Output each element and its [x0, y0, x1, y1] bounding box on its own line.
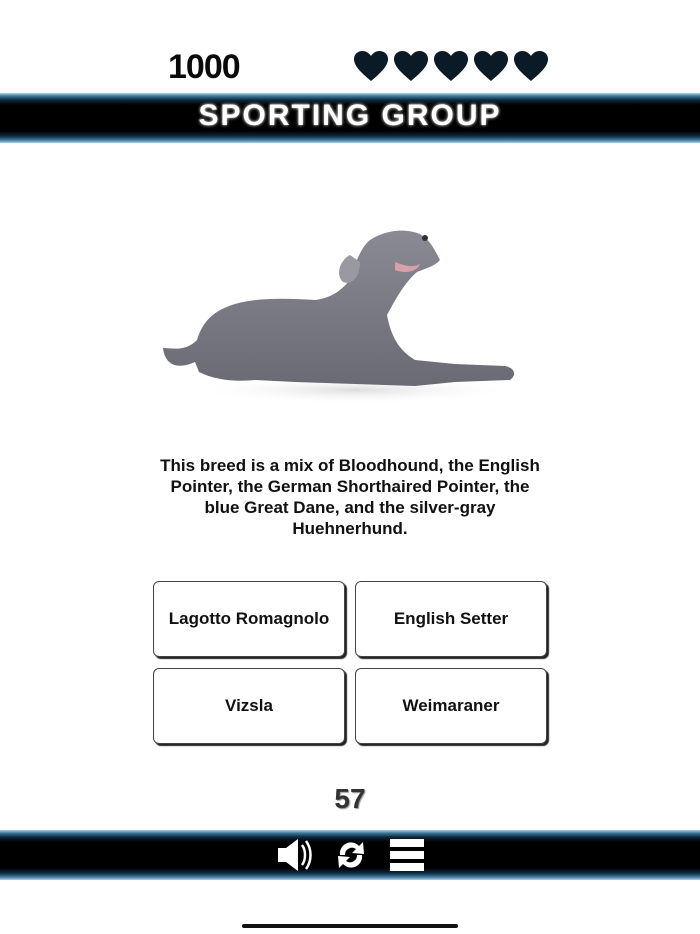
heart-icon: [353, 50, 389, 82]
heart-icon: [513, 50, 549, 82]
menu-button[interactable]: [387, 837, 427, 873]
home-indicator[interactable]: [242, 924, 458, 928]
refresh-icon: [331, 837, 371, 873]
restart-button[interactable]: [331, 837, 371, 873]
lives: [353, 50, 549, 82]
answer-button[interactable]: Vizsla: [153, 668, 345, 744]
answer-grid: [153, 581, 547, 744]
heart-icon: [393, 50, 429, 82]
category-title: SPORTING GROUP: [198, 99, 502, 132]
heart-icon: [433, 50, 469, 82]
breed-description: This breed is a mix of Bloodhound, the English Pointer, the German Shorthaired Pointer, the blue Great Dane, and the silver-gray Huehnerhund.: [160, 456, 540, 538]
dog-photo: [155, 220, 525, 420]
answer-button[interactable]: English Setter: [355, 581, 547, 657]
toolbar: [275, 837, 427, 873]
countdown-timer: 57: [334, 783, 366, 814]
answer-button[interactable]: Weimaraner: [355, 668, 547, 744]
speaker-icon: [276, 837, 314, 873]
heart-icon: [473, 50, 509, 82]
sound-button[interactable]: [275, 837, 315, 873]
score: 1000: [168, 48, 240, 86]
answer-button[interactable]: Lagotto Romagnolo: [153, 581, 345, 657]
menu-icon: [389, 838, 425, 872]
